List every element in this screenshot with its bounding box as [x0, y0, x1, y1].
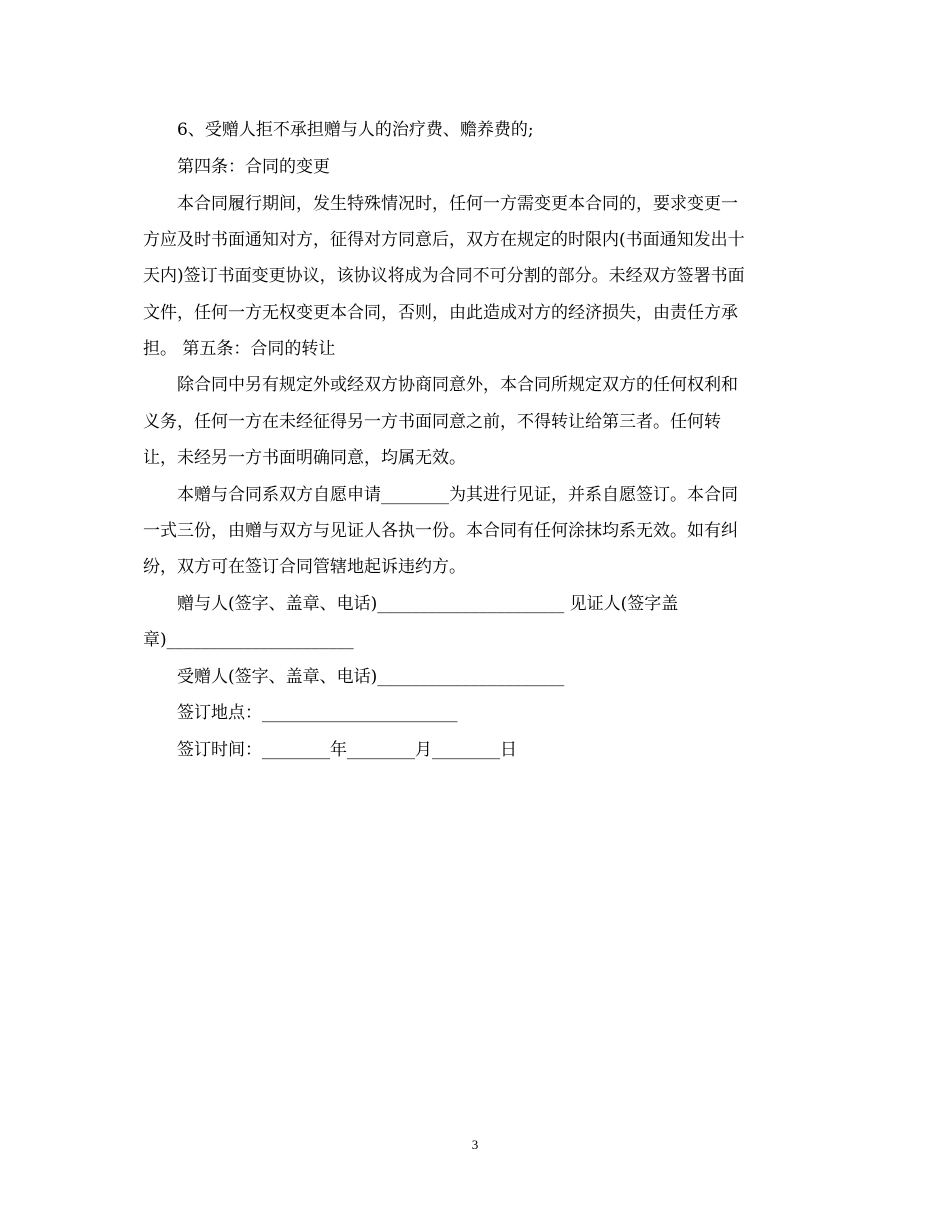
- paragraph-line: 文件，任何一方无权变更本合同，否则，由此造成对方的经济损失，由责任方承: [143, 303, 738, 323]
- paragraph-line: 天内)签订书面变更协议，该协议将成为合同不可分割的部分。未经双方签署书面: [143, 266, 745, 286]
- paragraph-line: 一式三份，由赠与双方与见证人各执一份。本合同有任何涂抹均系无效。如有纠: [143, 521, 738, 541]
- paragraph-line: 让，未经另一方书面明确同意，均属无效。: [143, 448, 466, 468]
- paragraph-line: 方应及时书面通知对方，征得对方同意后，双方在规定的时限内(书面通知发出十: [143, 230, 745, 250]
- witness-signature-line: 章)______________________: [143, 630, 354, 650]
- donee-signature-line: 受赠人(签字、盖章、电话)______________________: [177, 667, 565, 687]
- signing-place-line: 签订地点：_______________________: [177, 703, 458, 723]
- paragraph-line: 本合同履行期间，发生特殊情况时，任何一方需变更本合同的，要求变更一: [177, 194, 738, 214]
- paragraph-line: 除合同中另有规定外或经双方协商同意外，本合同所规定双方的任何权利和: [177, 375, 738, 395]
- article-4-heading: 第四条：合同的变更: [177, 157, 330, 177]
- paragraph-line: 本赠与合同系双方自愿申请________为其进行见证，并系自愿签订。本合同: [177, 485, 738, 505]
- article-5-heading-line: 担。 第五条：合同的转让: [143, 339, 336, 359]
- donor-signature-line: 赠与人(签字、盖章、电话)______________________ 见证人(签字盖: [177, 594, 679, 614]
- paragraph-line: 纷，双方可在签订合同管辖地起诉违约方。: [143, 557, 466, 577]
- signing-date-line: 签订时间：________年________月________日: [177, 740, 517, 760]
- page-number: 3: [471, 1137, 479, 1152]
- paragraph-line: 义务，任何一方在未经征得另一方书面同意之前，不得转让给第三者。任何转: [143, 412, 721, 432]
- clause-item-6: 6、受赠人拒不承担赠与人的治疗费、赡养费的;: [177, 120, 534, 140]
